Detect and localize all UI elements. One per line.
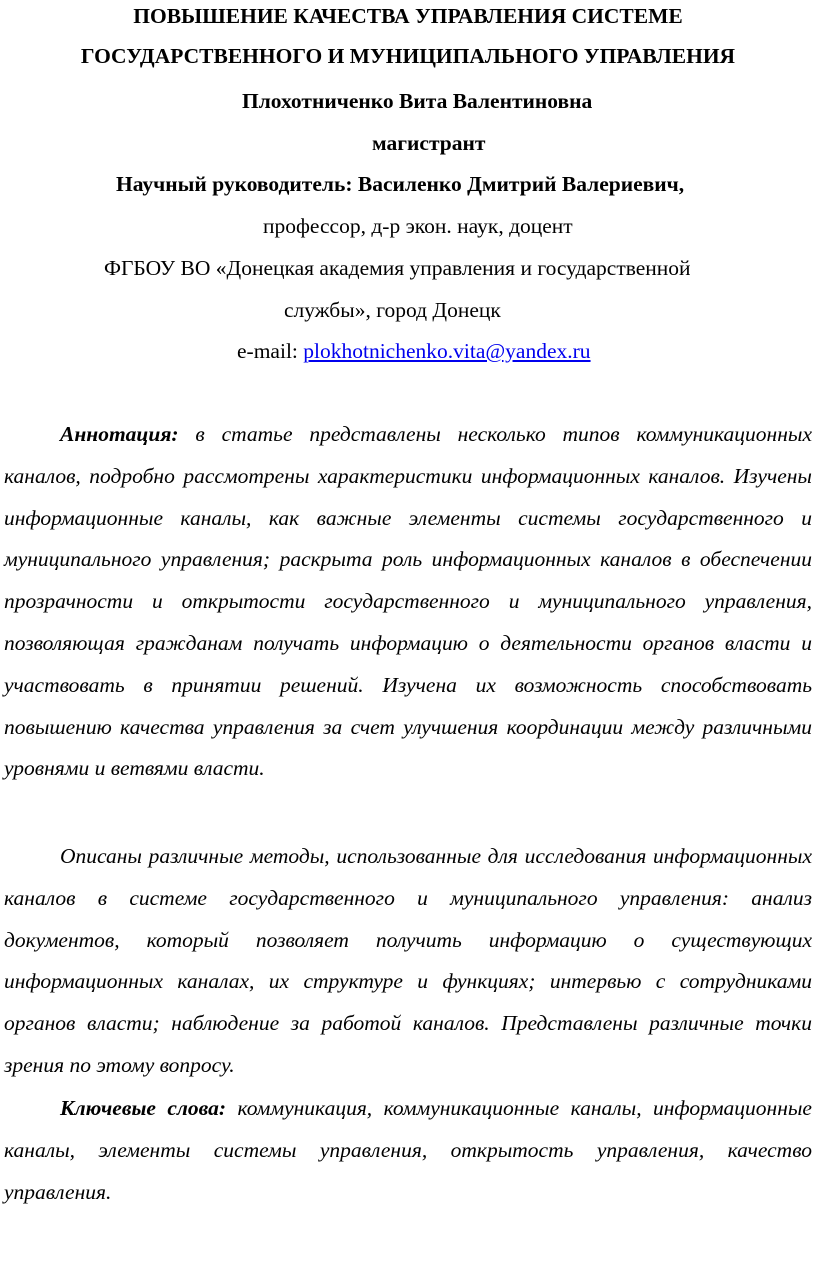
affiliation-line-1: ФГБОУ ВО «Донецкая академия управления и государственной — [104, 256, 691, 280]
keywords-paragraph — [4, 1088, 812, 1213]
keywords-label: Ключевые слова: — [60, 1096, 227, 1120]
keywords-text: коммуникация, коммуникационные каналы, информационные каналы, элементы системы управления, открытость управления, качество управления. — [4, 1096, 812, 1204]
title-line-2: ГОСУДАРСТВЕННОГО И МУНИЦИПАЛЬНОГО УПРАВЛЕНИЯ — [80, 44, 736, 68]
email-line — [237, 341, 591, 363]
author-role: магистрант — [372, 131, 486, 155]
supervisor-line: Научный руководитель: Василенко Дмитрий Валериевич, — [116, 172, 685, 196]
author-name: Плохотниченко Вита Валентиновна — [242, 89, 593, 113]
email-link[interactable]: plokhotnichenko.vita@yandex.ru — [303, 339, 591, 363]
supervisor-title: профессор, д-р экон. наук, доцент — [263, 214, 573, 238]
title-line-1: ПОВЫШЕНИЕ КАЧЕСТВА УПРАВЛЕНИЯ СИСТЕМЕ — [133, 4, 683, 28]
abstract-text: в статье представлены несколько типов коммуникационных каналов, подробно рассмотрены характеристики информационных каналов. Изучены информационные каналы, как важные элементы системы государственного и муниципального управления; раскрыта роль информационных каналов в обеспечении прозрачности и открытости государственного и муниципального управления, позволяющая гражданам получать информацию о деятельности органов власти и участвовать в принятии решений. Изучена их возможность способствовать повышению качества управления за счет улучшения координации между различными уровнями и ветвями власти. — [4, 422, 812, 781]
methods-text: Описаны различные методы, использованные для исследования информационных каналов в системе государственного и муниципального управления: анализ документов, который позволяет получить информацию о существующих информационных каналах, их структуре и функциях; интервью с сотрудниками органов власти; наблюдение за работой каналов. Представлены различные точки зрения по этому вопросу. — [4, 844, 812, 1077]
affiliation-line-2: службы», город Донецк — [284, 298, 501, 322]
methods-paragraph — [4, 836, 812, 1087]
email-label: e-mail: — [237, 339, 304, 363]
abstract-label: Аннотация: — [60, 422, 179, 446]
abstract-paragraph — [4, 414, 812, 790]
